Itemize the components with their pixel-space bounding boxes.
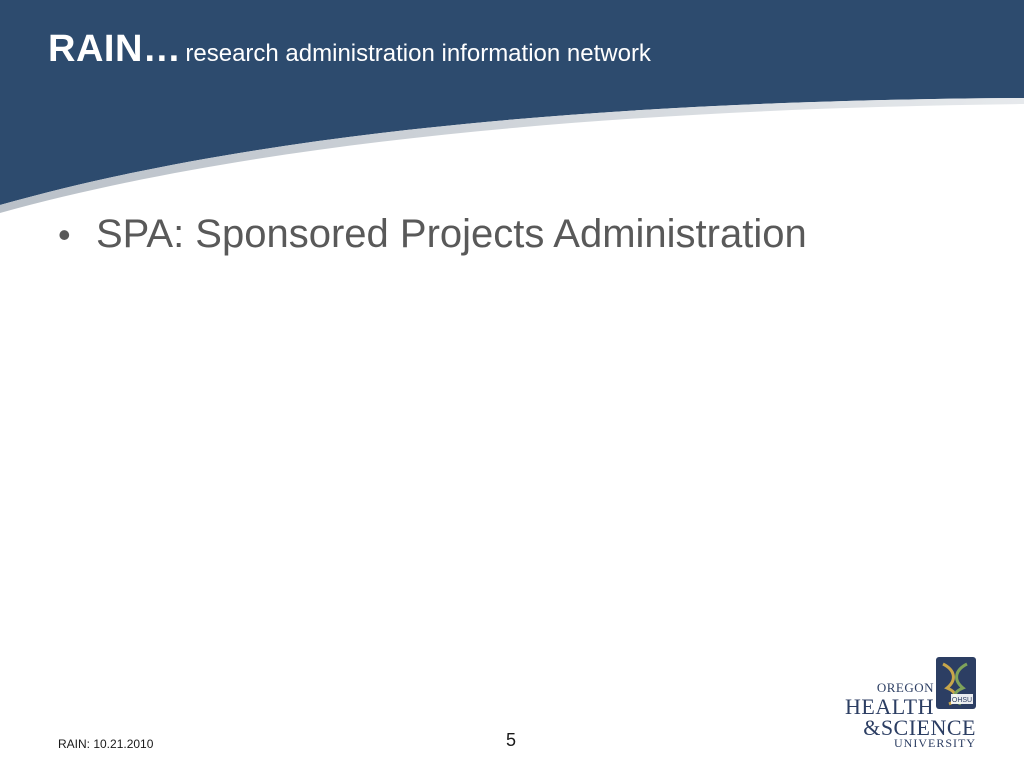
logo-line-health: HEALTH — [845, 694, 934, 719]
title-main: RAIN… — [48, 28, 182, 70]
footer-date: RAIN: 10.21.2010 — [58, 737, 154, 751]
seal-icon — [935, 656, 977, 710]
logo-line-oregon: OREGON — [876, 680, 934, 695]
logo-line-university: UNIVERSITY — [894, 736, 976, 750]
ohsu-logo — [842, 654, 982, 750]
bullet-icon: • — [58, 214, 71, 255]
bullet-text: SPA: Sponsored Projects Administration — [96, 212, 807, 256]
slide-title — [48, 28, 651, 71]
bullet-list — [58, 212, 807, 257]
seal-label: OHSU — [951, 697, 973, 704]
page-number: 5 — [506, 730, 517, 750]
list-item — [58, 212, 807, 257]
title-subtitle: research administration information network — [185, 40, 651, 67]
logo-line-science: &SCIENCE — [863, 715, 976, 740]
